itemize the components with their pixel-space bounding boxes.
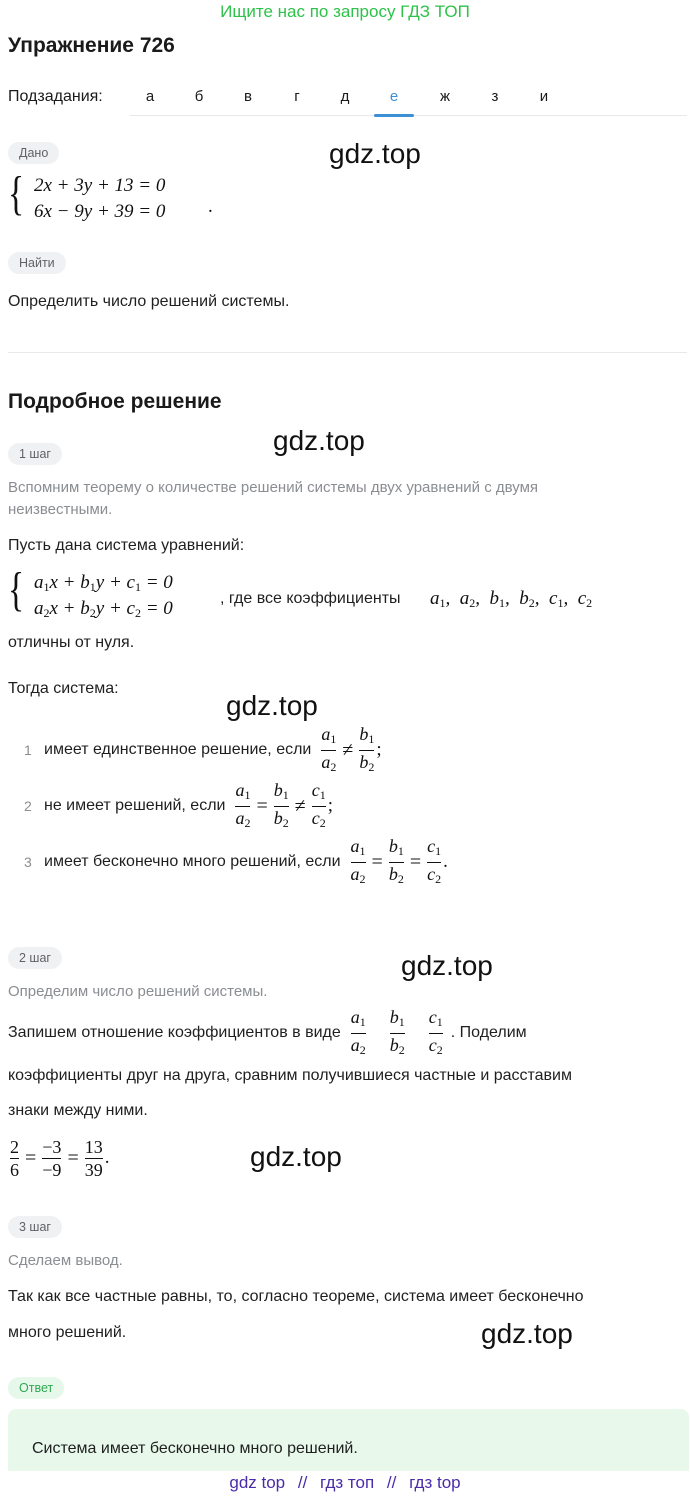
- step2-chip: 2 шаг: [8, 947, 62, 969]
- list-number: 3: [24, 854, 32, 870]
- active-tab-indicator: [374, 114, 414, 117]
- answer-text: Система имеет бесконечно много решений.: [32, 1440, 358, 1457]
- step2-line1: [8, 1008, 527, 1058]
- tab-v[interactable]: в: [244, 88, 252, 105]
- tab-b[interactable]: б: [194, 88, 204, 105]
- solution-heading: Подробное решение: [8, 390, 222, 413]
- given-equation-1: 2x + 3y + 13 = 0: [34, 175, 166, 196]
- promo-banner[interactable]: Ищите нас по запросу ГДЗ ТОП: [220, 2, 470, 21]
- given-equation-2: 6x − 9y + 39 = 0: [34, 201, 166, 222]
- step1-intro: Пусть дана система уравнений:: [8, 537, 245, 554]
- watermark: gdz.top: [401, 950, 493, 981]
- system-brace: {: [8, 167, 25, 220]
- list-number: 1: [24, 742, 32, 758]
- where-text: , где все коэффициенты: [220, 590, 401, 607]
- list-text: имеет бесконечно много решений, если: [44, 853, 341, 870]
- tab-g[interactable]: г: [294, 88, 300, 105]
- given-dot: .: [208, 196, 213, 217]
- given-chip: Дано: [8, 142, 59, 164]
- condition-none: $\frac{a_1}{a_2}$ = $\frac{b_1}{b_2}$ ≠ $\frac{c_1}{c_2}$ ;: [235, 779, 334, 830]
- find-chip: Найти: [8, 252, 66, 274]
- subtasks-tabs: [130, 76, 687, 116]
- ratio-calculation: $\frac{2}{6}$ = $\frac{-3}{-9}$ = $\frac{13}{39}$ .: [10, 1136, 110, 1180]
- answer-box: [8, 1409, 689, 1471]
- list-text: имеет единственное решение, если: [44, 741, 312, 758]
- footer-separator: //: [297, 1473, 308, 1492]
- find-text: Определить число решений системы.: [8, 293, 290, 310]
- list-item: [24, 722, 382, 778]
- subtasks-label: Подзадания:: [8, 88, 103, 105]
- step2-text: Запишем отношение коэффициентов в виде: [8, 1024, 341, 1041]
- answer-chip: Ответ: [8, 1377, 64, 1399]
- footer-link-gdz-top[interactable]: gdz top: [229, 1473, 286, 1492]
- step3-line2: много решений.: [8, 1324, 127, 1341]
- tab-e[interactable]: е: [389, 88, 399, 105]
- step2-text: . Поделим: [450, 1024, 527, 1041]
- list-item: [24, 834, 448, 890]
- tab-d[interactable]: д: [340, 88, 350, 105]
- footer-separator: //: [386, 1473, 397, 1492]
- step3-line1: Так как все частные равны, то, согласно теореме, система имеет бесконечно: [8, 1288, 584, 1305]
- footer-link-gdz-top-mixed[interactable]: гдз top: [409, 1473, 461, 1492]
- watermark: gdz.top: [481, 1318, 573, 1349]
- tab-z[interactable]: з: [491, 88, 499, 105]
- watermark: gdz.top: [273, 425, 365, 456]
- then-text: Тогда система:: [8, 680, 119, 697]
- list-number: 2: [24, 798, 32, 814]
- step2-line2: коэффициенты друг на друга, сравним получившиеся частные и расставим: [8, 1067, 572, 1084]
- step2-line3: знаки между ними.: [8, 1102, 148, 1119]
- step3-chip: 3 шаг: [8, 1216, 62, 1238]
- step1-chip: 1 шаг: [8, 443, 62, 465]
- step1-hint: Вспомним теорему о количестве решений системы двух уравнений с двумя неизвестными.: [8, 479, 539, 518]
- watermark: gdz.top: [226, 690, 318, 721]
- watermark: gdz.top: [250, 1141, 342, 1172]
- footer-links: [0, 1473, 690, 1493]
- step3-hint: Сделаем вывод.: [8, 1252, 123, 1269]
- list-text: не имеет решений, если: [44, 797, 226, 814]
- general-equation-2: $a_2x + b_2y + c_2 = 0$: [34, 598, 173, 620]
- footer-link-gdz-top-ru[interactable]: гдз топ: [320, 1473, 375, 1492]
- condition-infinite: $\frac{a_1}{a_2}$ = $\frac{b_1}{b_2}$ = $\frac{c_1}{c_2}$ .: [350, 835, 448, 886]
- step2-hint: Определим число решений системы.: [8, 983, 268, 1000]
- ratio-form: $\frac{a_1}{a_2}$ $\frac{b_1}{b_2}$ $\frac{c_1}{c_2}$: [350, 1006, 443, 1057]
- general-equation-1: $a_1x + b_1y + c_1 = 0$: [34, 572, 173, 594]
- coefficients-list: $a_1$, $a_2$, $b_1$, $b_2$, $c_1$, $c_2$: [430, 588, 593, 610]
- condition-unique: $\frac{a_1}{a_2}$ ≠ $\frac{b_1}{b_2}$ ;: [321, 723, 382, 774]
- section-divider: [8, 352, 687, 353]
- tab-zh[interactable]: ж: [439, 88, 451, 105]
- nonzero-text: отличны от нуля.: [8, 634, 135, 651]
- tab-i[interactable]: и: [539, 88, 549, 105]
- page-title: Упражнение 726: [8, 34, 175, 57]
- watermark: gdz.top: [329, 138, 421, 169]
- tab-a[interactable]: а: [145, 88, 155, 105]
- list-item: [24, 778, 333, 834]
- general-system-brace: {: [8, 563, 25, 616]
